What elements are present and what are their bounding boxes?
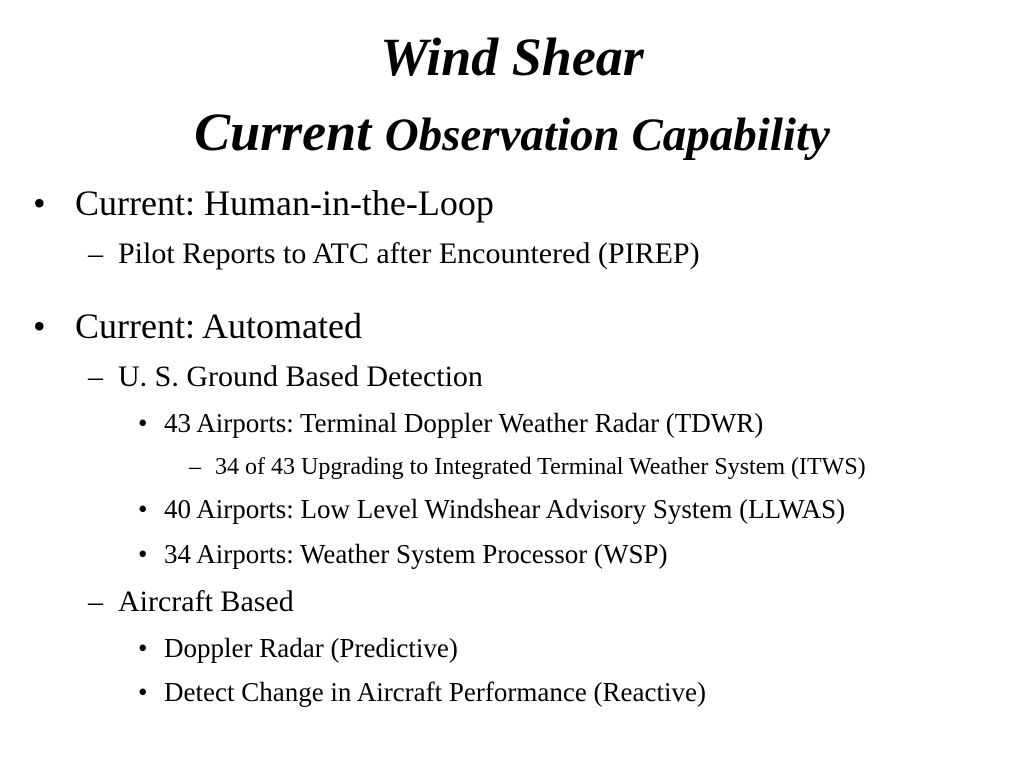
bullet-text: Doppler Radar (Predictive) xyxy=(164,633,458,663)
bullet-text: Detect Change in Aircraft Performance (Reactive) xyxy=(164,677,706,707)
bullet-human-in-the-loop xyxy=(33,183,494,223)
bullet-dot: • xyxy=(138,408,148,438)
bullet-text: 34 Airports: Weather System Processor (WSP) xyxy=(164,539,668,569)
bullet-dash: – xyxy=(88,237,103,270)
sub-bullet-pirep xyxy=(88,237,700,270)
bullet-text: Pilot Reports to ATC after Encountered (PIREP) xyxy=(118,237,700,270)
bullet-text: Current: Automated xyxy=(75,306,362,346)
bullet-text: Current: Human-in-the-Loop xyxy=(75,183,494,223)
bullet-dash: – xyxy=(88,585,103,618)
sub-bullet-aircraft-based xyxy=(88,585,294,618)
bullet-dot: • xyxy=(138,539,148,569)
sub-sub-bullet-llwas xyxy=(138,494,846,524)
bullet-text: 43 Airports: Terminal Doppler Weather Radar (TDWR) xyxy=(164,408,764,438)
sub-sub-bullet-wsp xyxy=(138,539,668,569)
bullet-dot: • xyxy=(138,494,148,524)
bullet-dot: • xyxy=(33,306,46,346)
bullet-dash: – xyxy=(189,454,201,480)
sub-sub-bullet-reactive xyxy=(138,677,706,707)
bullet-dot: • xyxy=(138,633,148,663)
sub-bullet-ground-based xyxy=(88,360,483,393)
bullet-text: U. S. Ground Based Detection xyxy=(118,360,483,393)
slide-title-line-1: Wind Shear xyxy=(380,27,644,87)
sub-sub-bullet-doppler-radar xyxy=(138,633,458,663)
bullet-text: 40 Airports: Low Level Windshear Advisory System (LLWAS) xyxy=(164,494,846,524)
bullet-automated xyxy=(33,306,362,346)
title-word-current: Current xyxy=(194,102,372,162)
level-4-bullet-itws xyxy=(189,454,866,480)
bullet-dot: • xyxy=(138,677,148,707)
sub-sub-bullet-tdwr xyxy=(138,408,764,438)
bullet-text: Aircraft Based xyxy=(118,585,294,618)
slide-title-line-2 xyxy=(0,102,1024,162)
bullet-text: 34 of 43 Upgrading to Integrated Terminal Weather System (ITWS) xyxy=(215,454,866,480)
title-observation-capability: Observation Capability xyxy=(384,109,830,161)
bullet-dot: • xyxy=(33,183,46,223)
bullet-dash: – xyxy=(88,360,103,393)
